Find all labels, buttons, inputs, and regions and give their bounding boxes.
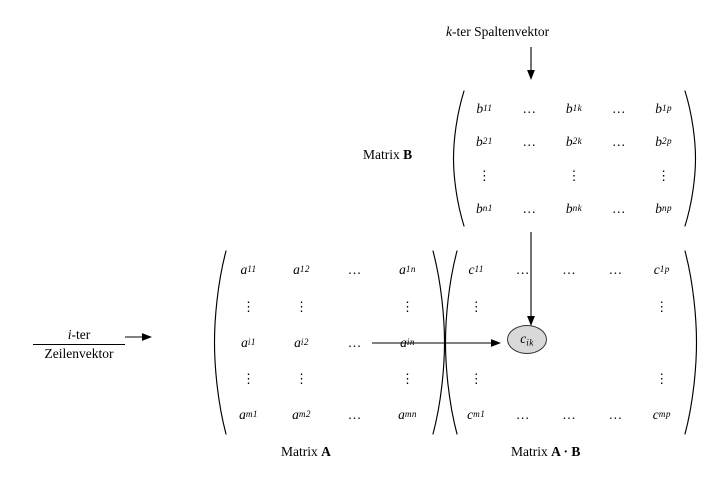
matrix-b-right-paren xyxy=(684,89,698,228)
matrix-a-caption xyxy=(281,444,331,460)
matrix-b-ellipsis: … xyxy=(522,100,536,116)
matrix-a-cell-4-0: a m1 xyxy=(239,407,258,423)
matrix-b-cell-1-2: b 2k xyxy=(565,134,583,150)
matrix-b-cell-0-0: b 11 xyxy=(476,100,493,116)
matrix-a-ellipsis: … xyxy=(347,407,362,423)
matrix-c-cell-4-3 xyxy=(592,397,638,433)
matrix-c-cell-2-4 xyxy=(639,324,685,360)
matrix-b-label xyxy=(363,147,412,163)
matrix-b-cell-0-1 xyxy=(507,92,552,125)
column-vector-label xyxy=(446,24,549,40)
matrix-a-cell-4-3: a mn xyxy=(398,407,417,423)
matrix-b-cell-0-4: b 1p xyxy=(655,100,672,116)
row-vector-label-rule xyxy=(33,344,125,345)
matrix-a-cell-0-3: a 1n xyxy=(399,262,416,278)
matrix-a-cell-4-2 xyxy=(328,397,381,433)
row-vector-label xyxy=(33,327,125,361)
matrix-b-cell-3-0: b n1 xyxy=(476,200,493,216)
column-vector-label-k: k xyxy=(446,24,452,39)
matrix-a-ellipsis: ⋮ xyxy=(295,371,308,387)
matrix-b-grid xyxy=(462,92,686,225)
matrix-a-cell-3-0 xyxy=(222,361,275,397)
matrix-b-cell-1-1 xyxy=(507,125,552,158)
matrix-c-caption xyxy=(511,444,580,460)
matrix-a-ellipsis: ⋮ xyxy=(401,371,414,387)
matrix-b-cell-0-2: b 1k xyxy=(565,100,583,116)
matrix-b-cell-2-3 xyxy=(596,159,641,192)
matrix-a-cell-0-2 xyxy=(328,252,381,288)
matrix-a-cell-2-3: a in xyxy=(400,334,415,350)
matrix-c-cell-4-2 xyxy=(546,397,592,433)
matrix-c-cell-3-1 xyxy=(499,361,545,397)
matrix-a-caption-name: A xyxy=(321,444,331,459)
matrix-a-cell-1-3 xyxy=(381,288,434,324)
row-vector-label-line1: i-ter xyxy=(67,327,91,342)
matrix-a-ellipsis: ⋮ xyxy=(295,298,308,314)
matrix-c-cell-1-2 xyxy=(546,288,592,324)
matrix-c-cell-0-1 xyxy=(499,252,545,288)
matrix-b-ellipsis: … xyxy=(612,134,626,150)
matrix-c-cell-2-2 xyxy=(546,324,592,360)
matrix-a-ellipsis: ⋮ xyxy=(242,371,255,387)
matrix-c-ellipsis: ⋮ xyxy=(469,298,483,314)
matrix-c-cell-3-3 xyxy=(592,361,638,397)
matrix-c-right-paren xyxy=(684,249,699,436)
matrix-b-ellipsis: ⋮ xyxy=(477,167,491,183)
matrix-c-cell-0-2 xyxy=(546,252,592,288)
matrix-a-cell-3-2 xyxy=(328,361,381,397)
matrix-b-cell-2-0 xyxy=(462,159,507,192)
matrix-c-cell-2-3 xyxy=(592,324,638,360)
matrix-b-cell-3-4: b np xyxy=(655,200,672,216)
matrix-c-ellipsis: ⋮ xyxy=(655,298,669,314)
matrix-b-ellipsis: ⋮ xyxy=(657,167,671,183)
matrix-c-cell-3-4 xyxy=(639,361,685,397)
matrix-a-cell-2-1: a i2 xyxy=(294,334,309,350)
matrix-b-ellipsis: … xyxy=(522,134,536,150)
matrix-a-cell-2-0: a i1 xyxy=(241,334,256,350)
matrix-c-ellipsis: … xyxy=(515,262,530,278)
matrix-c-cell-4-1 xyxy=(499,397,545,433)
matrix-b-ellipsis: … xyxy=(612,100,626,116)
matrix-c-caption-text: Matrix xyxy=(511,444,548,459)
matrix-c-ellipsis: … xyxy=(562,262,576,278)
result-element-circle xyxy=(507,325,547,354)
matrix-c-cell-0-4: c 1p xyxy=(653,262,670,278)
matrix-c-cell-3-0 xyxy=(453,361,499,397)
matrix-a-ellipsis: ⋮ xyxy=(242,298,255,314)
arrow-down-to-matrix-b xyxy=(524,47,538,81)
arrow-right-to-matrix-a xyxy=(125,331,153,343)
matrix-c-ellipsis: … xyxy=(515,407,530,423)
matrix-a-cell-0-0: a 11 xyxy=(240,262,257,278)
matrix-a-cell-3-3 xyxy=(381,361,434,397)
matrix-b-ellipsis: … xyxy=(612,200,626,216)
matrix-a-cell-1-2 xyxy=(328,288,381,324)
matrix-a-cell-4-1: a m2 xyxy=(292,407,311,423)
matrix-a-ellipsis: ⋮ xyxy=(401,298,414,314)
matrix-a-ellipsis: … xyxy=(347,262,362,278)
matrix-c-cell-1-1 xyxy=(499,288,545,324)
matrix-c-ellipsis: … xyxy=(608,407,623,423)
matrix-c-cell-0-3 xyxy=(592,252,638,288)
matrix-c-ellipsis: ⋮ xyxy=(655,371,669,387)
matrix-b-cell-3-1 xyxy=(507,192,552,225)
matrix-b-cell-1-4: b 2p xyxy=(655,134,672,150)
matrix-b-cell-1-3 xyxy=(596,125,641,158)
matrix-a-cell-3-1 xyxy=(275,361,328,397)
matrix-c-ellipsis: ⋮ xyxy=(469,371,483,387)
matrix-a-caption-text: Matrix xyxy=(281,444,318,459)
matrix-b-cell-1-0: b 21 xyxy=(476,134,493,150)
result-element-text: $c_{ik}$ xyxy=(520,331,534,348)
matrix-a-ellipsis: … xyxy=(347,334,362,350)
matrix-c-cell-4-0: c m1 xyxy=(467,407,486,423)
matrix-a-cell-0-1: a 12 xyxy=(293,262,310,278)
matrix-b-cell-0-3 xyxy=(596,92,641,125)
matrix-c-ellipsis: … xyxy=(608,262,623,278)
row-vector-label-line2: Zeilenvektor xyxy=(44,345,114,361)
matrix-b-cell-3-2: b nk xyxy=(565,200,583,216)
matrix-c-cell-3-2 xyxy=(546,361,592,397)
matrix-b-ellipsis: … xyxy=(522,200,536,216)
matrix-c-cell-0-0: c 11 xyxy=(468,262,484,278)
matrix-b-cell-2-1 xyxy=(507,159,552,192)
matrix-b-label-text: Matrix xyxy=(363,147,400,162)
matrix-c-cell-1-3 xyxy=(592,288,638,324)
matrix-b-cell-2-2 xyxy=(552,159,597,192)
matrix-b-cell-3-3 xyxy=(596,192,641,225)
matrix-a-cell-1-0 xyxy=(222,288,275,324)
matrix-b-label-name: B xyxy=(403,147,413,162)
matrix-b-cell-2-4 xyxy=(641,159,686,192)
column-vector-label-rest: -ter Spaltenvektor xyxy=(452,24,550,39)
matrix-c-cell-4-4: c mp xyxy=(652,407,671,423)
arrow-right-to-result xyxy=(372,337,502,349)
matrix-c-caption-name: A · B xyxy=(551,444,581,459)
matrix-a-cell-1-1 xyxy=(275,288,328,324)
matrix-c-cell-1-0 xyxy=(453,288,499,324)
matrix-c-ellipsis: … xyxy=(562,407,576,423)
matrix-c-cell-1-4 xyxy=(639,288,685,324)
matrix-b-ellipsis: ⋮ xyxy=(567,167,581,183)
